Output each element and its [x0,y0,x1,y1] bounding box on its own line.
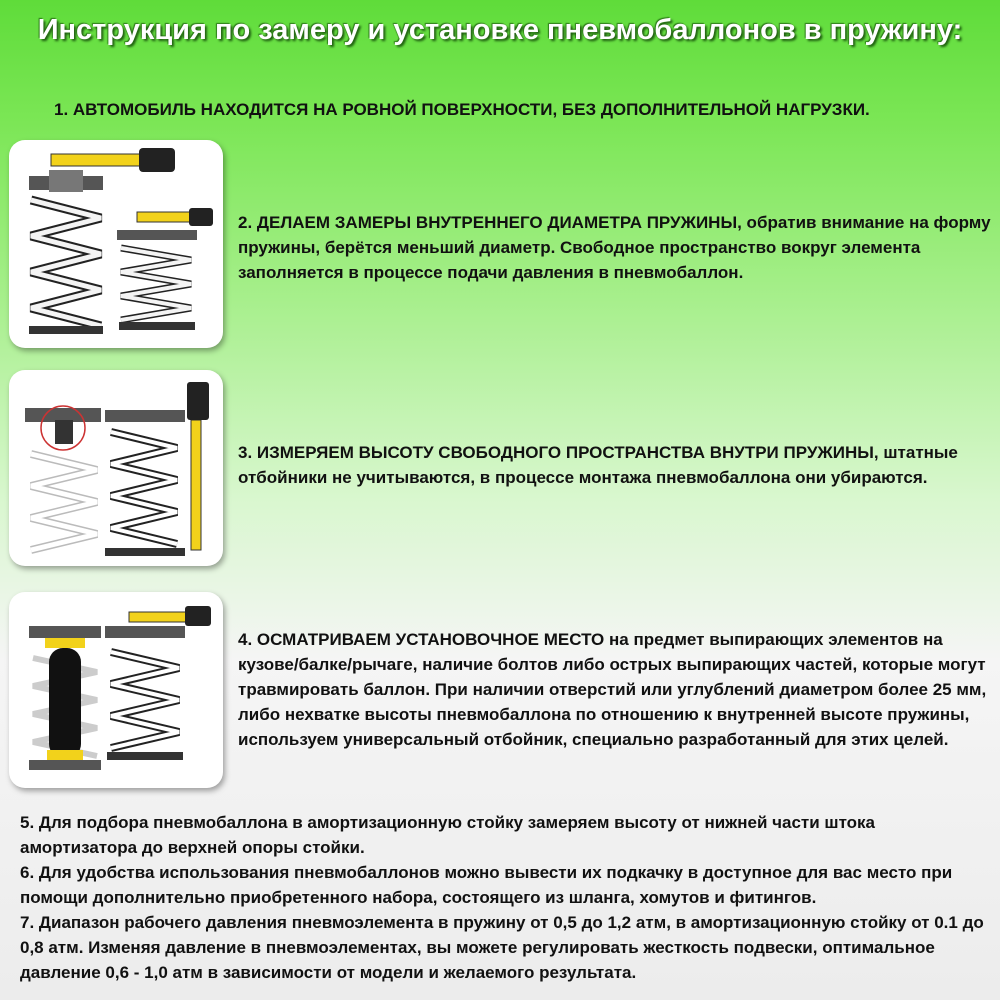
air-bag-install-illustration [9,592,223,788]
bottom-notes [0,810,1000,985]
step-3-text: , штатные отбойники не учитываются, в процессе монтажа пневмобаллона они убираются. [238,443,958,487]
step-7: 7. Диапазон рабочего давления пневмоэлемента в пружину от 0,5 до 1,2 атм, в амортизационную стойку от 0.1 до 0,8 атм. Изменяя давление в пневмоэлементах, вы можете регулировать жесткость подвески, оптимальное давление 0,6 - 1,0 атм в зависимости от модели и желаемого результата. [20,913,984,982]
step-2-heading: 2. ДЕЛАЕМ ЗАМЕРЫ ВНУТРЕННЕГО ДИАМЕТРА ПРУЖИНЫ [238,213,738,232]
page-title: Инструкция по замеру и установке пневмобаллонов в пружину: [37,14,963,46]
air-bag-icon [9,592,223,788]
spring-diameter-icon [9,140,223,348]
step-2 [238,210,998,285]
spring-height-illustration [9,370,223,566]
spring-diameter-illustration [9,140,223,348]
step-3-heading: 3. ИЗМЕРЯЕМ ВЫСОТУ СВОБОДНОГО ПРОСТРАНСТВА ВНУТРИ ПРУЖИНЫ [238,443,874,462]
step-4-heading: 4. ОСМАТРИВАЕМ УСТАНОВОЧНОЕ МЕСТО [238,630,605,649]
step-6: 6. Для удобства использования пневмобаллонов можно вывести их подкачку в доступное для вас место при помощи дополнительно приобретенного набора, состоящего из шланга, хомутов и фитингов. [20,863,953,907]
step-4-text: на предмет выпирающих элементов на кузове/балке/рычаге, наличие болтов либо острых выпирающих частей, которые могут травмировать баллон. При наличии отверстий или углублений диаметром более 25 мм, либо нехватке высоты пневмобаллона по отношению к внутренней высоте пружины, используем универсальный отбойник, специально разработанный для этих целей. [238,630,987,749]
step-1: 1. АВТОМОБИЛЬ НАХОДИТСЯ НА РОВНОЙ ПОВЕРХНОСТИ, БЕЗ ДОПОЛНИТЕЛЬНОЙ НАГРУЗКИ. [54,100,870,119]
step-4 [238,627,998,752]
step-5: 5. Для подбора пневмобаллона в амортизационную стойку замеряем высоту от нижней части штока амортизатора до верхней опоры стойки. [20,813,876,857]
step-3 [238,440,998,490]
spring-height-icon [9,370,223,566]
step-2-text: , обратив внимание на форму пружины, берётся меньший диаметр. Свободное пространство вокруг элемента заполняется в процессе подачи давления в пневмобаллон. [238,213,991,282]
